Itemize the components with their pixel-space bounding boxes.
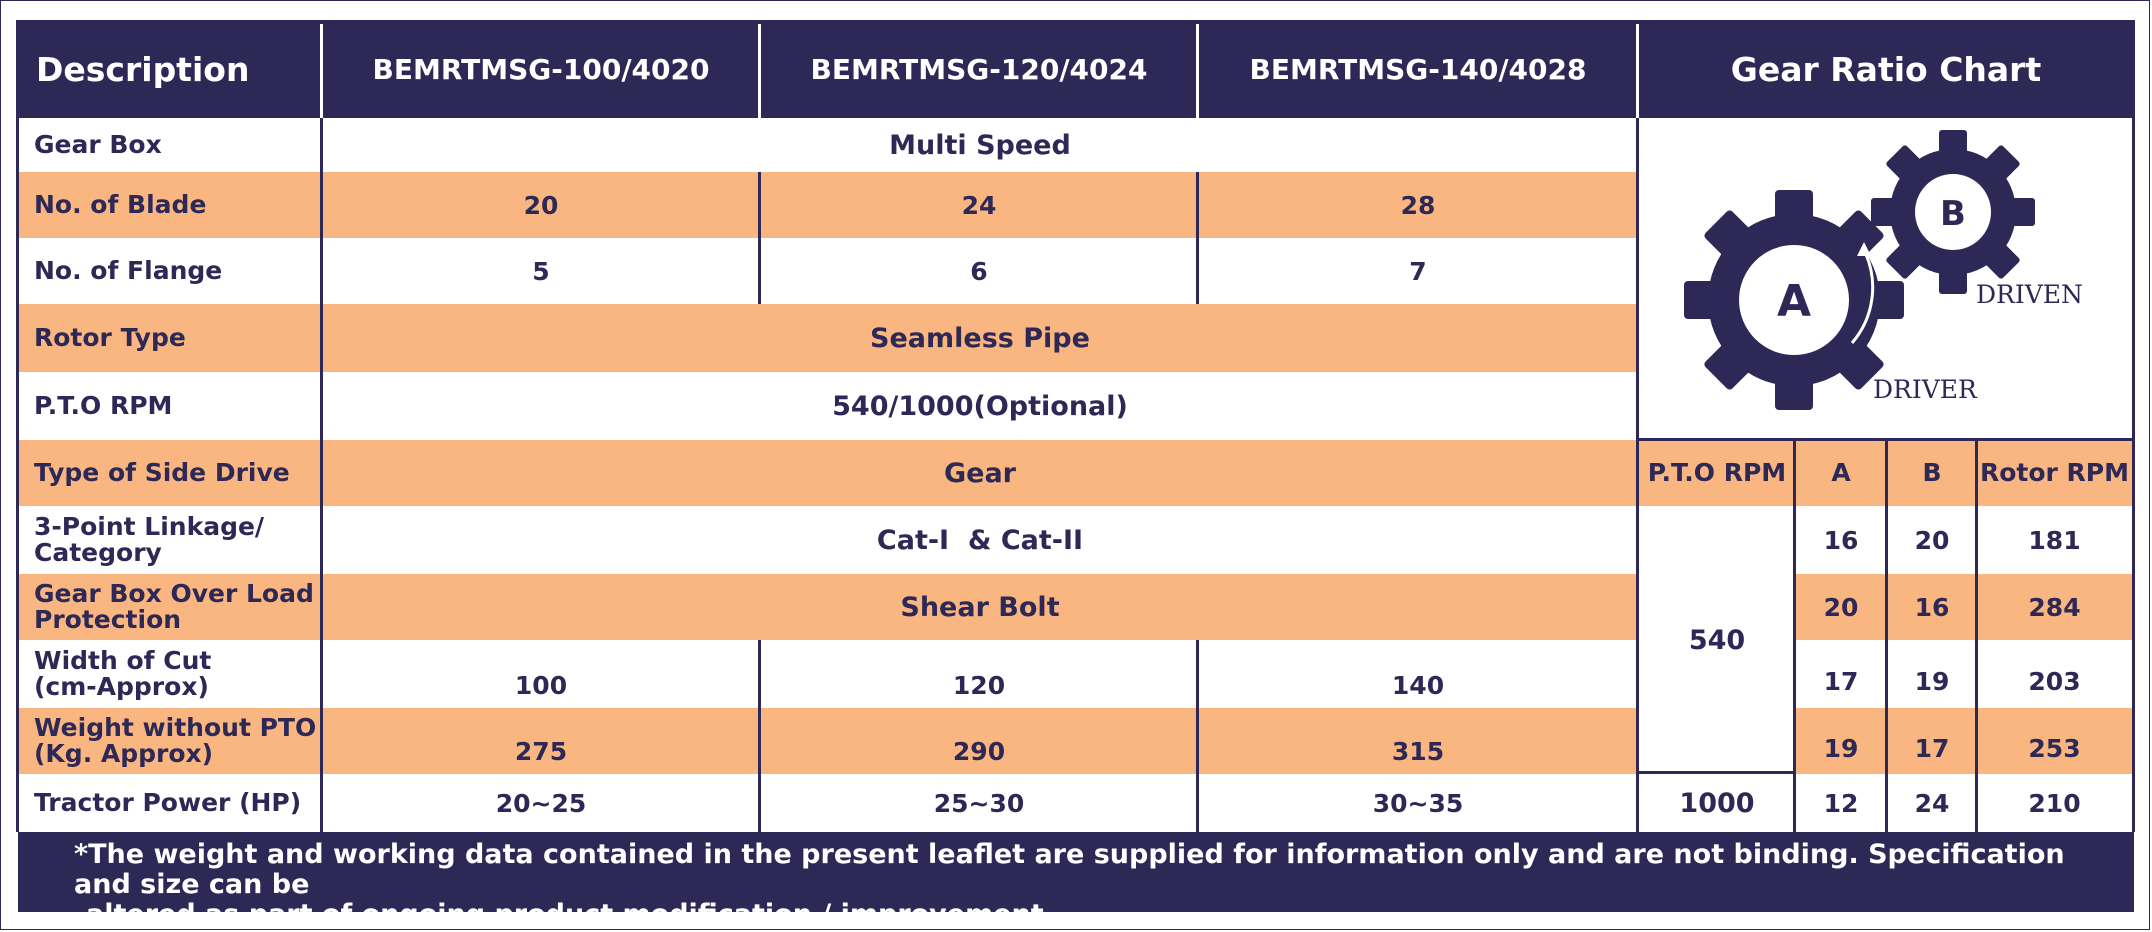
gear-col-text: B (1922, 458, 1942, 487)
row-label-line2: (cm-Approx) (34, 672, 209, 701)
row-label-line2: Protection (34, 605, 182, 634)
gear-cell-text: 17 (1914, 733, 1950, 763)
column-divider (1196, 640, 1199, 832)
row-value-text: Shear Bolt (900, 591, 1060, 623)
gear-row5-a (1795, 774, 1887, 832)
row-label-line1: 3-Point Linkage/ (34, 512, 265, 541)
row-value-text: Cat-I & Cat-II (876, 524, 1084, 556)
row-label-line1: Width of Cut (34, 646, 212, 675)
gear-row2-rotor (1977, 574, 2132, 640)
row-value-width-2 (760, 640, 1198, 708)
row-value-text: 25~30 (933, 788, 1025, 818)
row-value-text: Multi Speed (889, 129, 1071, 161)
row-value-width-1 (322, 640, 760, 708)
table-left-border (16, 20, 19, 832)
gear-cell-text: 284 (2028, 592, 2081, 622)
gear-b-icon (1871, 130, 2035, 294)
gear-col-pto-rpm (1639, 440, 1795, 506)
row-value-text: Gear (943, 457, 1016, 489)
gear-row4-a (1795, 708, 1887, 774)
gear-pto-text: 1000 (1679, 787, 1755, 819)
model-header-1-text: BEMRTMSG-100/4020 (372, 52, 710, 86)
gear-illustration (1639, 118, 2132, 440)
gear-row2-b (1887, 574, 1977, 640)
gear-column-divider (1885, 440, 1888, 832)
gear-cell-text: 12 (1823, 788, 1859, 818)
gear-row1-rotor (1977, 506, 2132, 574)
gear-pto-540 (1639, 506, 1795, 774)
gear-col-a (1795, 440, 1887, 506)
row-value-text: 275 (514, 736, 568, 766)
model-header-3 (1198, 20, 1638, 118)
row-label-width-of-cut (18, 640, 322, 708)
row-value-blade-3 (1198, 172, 1638, 238)
row-label-text: Tractor Power (HP) (34, 788, 302, 817)
gear-b-letter: B (1940, 194, 1966, 234)
row-value-text: 100 (514, 670, 568, 700)
row-value-text: 540/1000(Optional) (832, 390, 1128, 422)
row-label-side-drive (18, 440, 322, 506)
column-divider (320, 118, 323, 832)
row-value-text: 30~35 (1372, 788, 1464, 818)
row-value-text: 315 (1391, 736, 1445, 766)
row-value-overload (322, 574, 1638, 640)
gear-pto-text: 540 (1688, 624, 1746, 656)
row-label-text: No. of Flange (34, 256, 223, 285)
model-header-1 (322, 20, 760, 118)
row-value-flange-3 (1198, 238, 1638, 304)
row-label-rotor-type (18, 304, 322, 372)
gears-svg (1639, 118, 2132, 440)
footnote-line1: *The weight and working data contained in the present leaflet are supplied for information only and are not binding. Specification and size can be (74, 839, 2065, 900)
row-value-text: 5 (532, 256, 550, 286)
header-divider (1636, 24, 1639, 118)
row-value-text: 290 (952, 736, 1006, 766)
footnote-line2: altered as part of ongoing product modification / improvement. (86, 899, 1054, 930)
gear-cell-text: 19 (1914, 666, 1950, 696)
gear-cell-text: 181 (2028, 525, 2081, 555)
gear-col-text: Rotor RPM (1979, 458, 2130, 487)
row-label-text: Gear Box (34, 130, 162, 159)
row-value-weight-3 (1198, 708, 1638, 774)
gear-column-divider (1975, 440, 1978, 832)
row-label-line1: Gear Box Over Load (34, 579, 314, 608)
gear-row4-b (1887, 708, 1977, 774)
row-value-gear-box (322, 118, 1638, 172)
row-value-side-drive (322, 440, 1638, 506)
row-value-text: 28 (1400, 190, 1436, 220)
row-label-text: Rotor Type (34, 323, 186, 352)
gear-row3-b (1887, 640, 1977, 708)
gear-cell-text: 203 (2028, 666, 2081, 696)
gear-cell-text: 20 (1914, 525, 1950, 555)
row-value-blade-1 (322, 172, 760, 238)
description-header (18, 20, 322, 118)
model-header-2-text: BEMRTMSG-120/4024 (810, 52, 1148, 86)
row-value-text: 20~25 (495, 788, 587, 818)
gear-row1-a (1795, 506, 1887, 574)
row-value-flange-1 (322, 238, 760, 304)
gear-cell-text: 24 (1914, 788, 1950, 818)
gear-row4-rotor (1977, 708, 2132, 774)
row-value-text: Seamless Pipe (870, 322, 1090, 354)
gear-cell-text: 210 (2028, 788, 2081, 818)
row-label-text: Type of Side Drive (34, 458, 290, 487)
driver-label: DRIVER (1873, 375, 1977, 404)
row-value-width-3 (1198, 640, 1638, 708)
row-label-no-of-blade (18, 172, 322, 238)
row-value-text: 120 (952, 670, 1006, 700)
description-header-text: Description (36, 49, 250, 89)
row-label-overload (18, 574, 322, 640)
row-value-text: 7 (1409, 256, 1427, 286)
row-value-rotor-type (322, 304, 1638, 372)
gear-col-text: A (1831, 458, 1851, 487)
row-label-line2: Category (34, 538, 162, 567)
row-label-gear-box (18, 118, 322, 172)
gear-cell-text: 253 (2028, 733, 2081, 763)
gear-cell-text: 20 (1823, 592, 1859, 622)
header-divider (320, 24, 323, 118)
row-value-power-2 (760, 774, 1198, 832)
model-header-3-text: BEMRTMSG-140/4028 (1249, 52, 1587, 86)
gear-col-b (1887, 440, 1977, 506)
row-label-line2: (Kg. Approx) (34, 739, 214, 768)
row-label-line1: Weight without PTO (34, 713, 317, 742)
column-divider (1196, 172, 1199, 304)
table-right-border (2132, 20, 2135, 832)
header-divider (1196, 24, 1199, 118)
column-divider (758, 172, 761, 304)
row-value-weight-2 (760, 708, 1198, 774)
gear-cell-text: 17 (1823, 666, 1859, 696)
gear-row2-a (1795, 574, 1887, 640)
row-label-text: No. of Blade (34, 190, 207, 219)
row-label-text: P.T.O RPM (34, 391, 173, 420)
row-value-text: 20 (523, 190, 559, 220)
row-label-weight (18, 708, 322, 774)
driven-label: DRIVEN (1976, 280, 2083, 309)
gear-pto-divider (1636, 771, 1795, 774)
gear-cell-text: 16 (1914, 592, 1950, 622)
row-value-flange-2 (760, 238, 1198, 304)
row-value-power-1 (322, 774, 760, 832)
row-label-linkage (18, 506, 322, 574)
gear-chart-header (1638, 20, 2134, 118)
row-value-pto-rpm (322, 372, 1638, 440)
gear-cell-text: 16 (1823, 525, 1859, 555)
gear-pto-1000 (1639, 774, 1795, 832)
gear-row3-rotor (1977, 640, 2132, 708)
footnote (18, 832, 2134, 930)
gear-col-rotor-rpm (1977, 440, 2132, 506)
gear-a-letter: A (1776, 276, 1812, 327)
gear-cell-text: 19 (1823, 733, 1859, 763)
column-divider (758, 640, 761, 832)
row-value-text: 140 (1391, 670, 1445, 700)
header-divider (758, 24, 761, 118)
gear-chart-title: Gear Ratio Chart (1730, 49, 2042, 89)
row-value-power-3 (1198, 774, 1638, 832)
row-value-weight-1 (322, 708, 760, 774)
gear-row3-a (1795, 640, 1887, 708)
row-label-tractor-power (18, 774, 322, 832)
row-value-linkage (322, 506, 1638, 574)
row-label-no-of-flange (18, 238, 322, 304)
gear-row5-rotor (1977, 774, 2132, 832)
row-value-blade-2 (760, 172, 1198, 238)
gear-row1-b (1887, 506, 1977, 574)
gear-row5-b (1887, 774, 1977, 832)
row-value-text: 24 (961, 190, 997, 220)
gear-col-text: P.T.O RPM (1647, 458, 1787, 487)
row-value-text: 6 (970, 256, 988, 286)
model-header-2 (760, 20, 1198, 118)
row-label-pto-rpm (18, 372, 322, 440)
